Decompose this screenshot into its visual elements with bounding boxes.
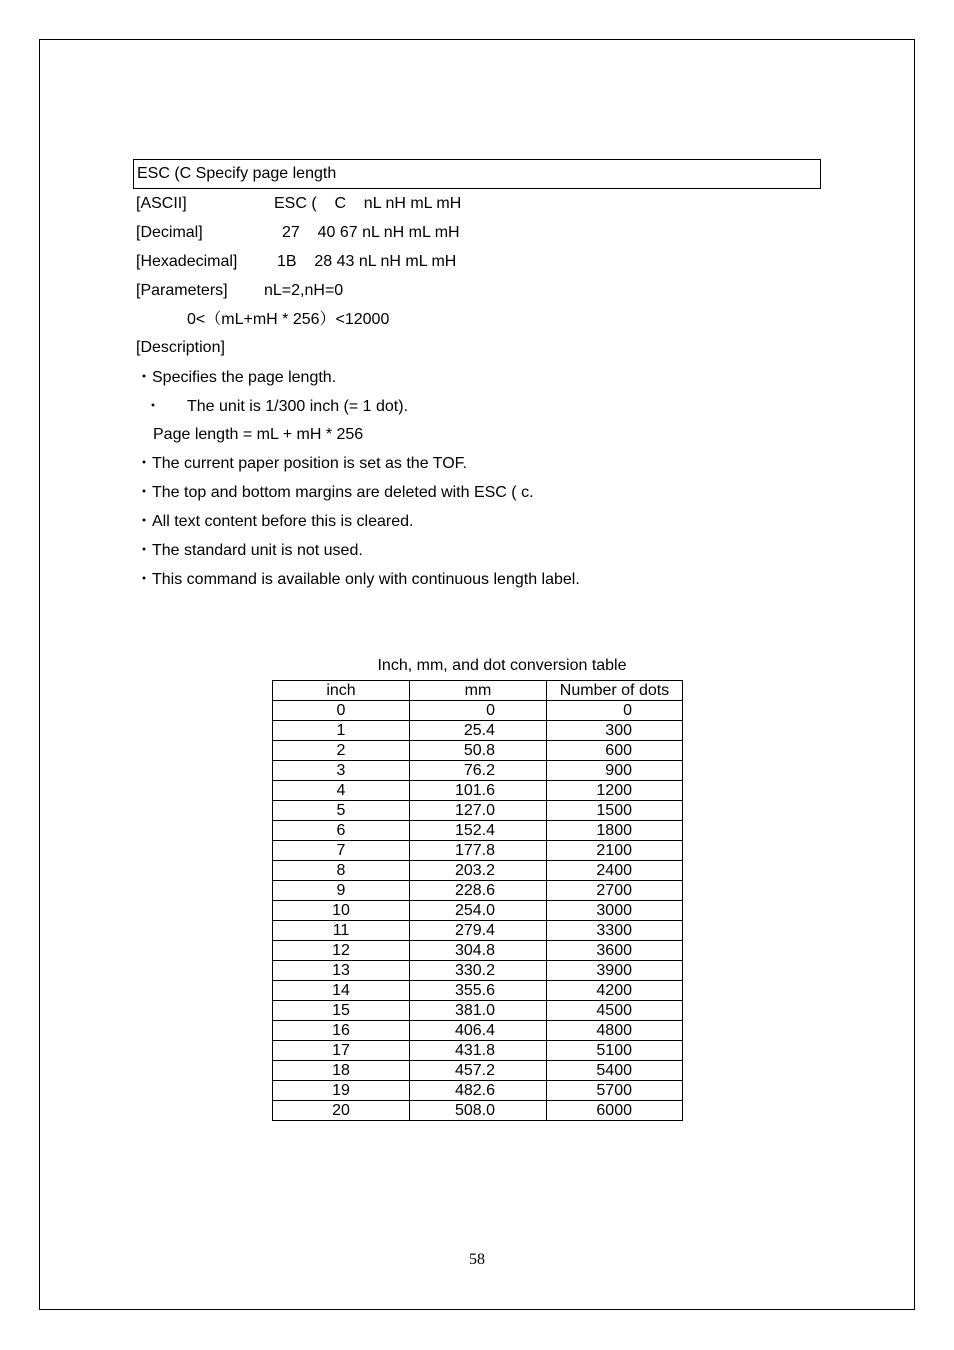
table-row [273,981,683,1001]
cell-inch: 0 [273,701,410,721]
table-row [273,841,683,861]
cell-dots: 600 [547,741,683,761]
table-row [273,1021,683,1041]
ascii-label: [ASCII] [136,195,187,212]
table-row [273,1061,683,1081]
cell-dots: 5700 [547,1081,683,1101]
cell-dots: 3600 [547,941,683,961]
cell-mm: 25.4 [410,721,547,741]
cell-dots: 0 [547,701,683,721]
table-row [273,781,683,801]
hex-value: 1B 28 43 nL nH mL mH [277,253,457,270]
cell-inch: 11 [273,921,410,941]
header-inch: inch [273,681,410,701]
cell-dots: 5100 [547,1041,683,1061]
table-row [273,941,683,961]
header-mm: mm [410,681,547,701]
cell-inch: 2 [273,741,410,761]
cell-mm: 279.4 [410,921,547,941]
table-row [273,761,683,781]
cell-mm: 177.8 [410,841,547,861]
table-row [273,901,683,921]
cell-inch: 6 [273,821,410,841]
table-row [273,1101,683,1121]
cell-dots: 1500 [547,801,683,821]
page-number: 58 [469,1251,485,1268]
cell-inch: 3 [273,761,410,781]
cell-inch: 18 [273,1061,410,1081]
ascii-value: ESC ( C nL nH mL mH [274,195,462,212]
cell-mm: 101.6 [410,781,547,801]
cell-mm: 0 [410,701,547,721]
conversion-table [272,680,683,1121]
table-row [273,801,683,821]
cell-inch: 12 [273,941,410,961]
cell-inch: 13 [273,961,410,981]
cell-mm: 127.0 [410,801,547,821]
table-row [273,821,683,841]
cell-mm: 330.2 [410,961,547,981]
cell-mm: 304.8 [410,941,547,961]
cell-inch: 1 [273,721,410,741]
description-bullet: ・ [145,398,162,415]
decimal-label: [Decimal] [136,224,203,241]
cell-dots: 4800 [547,1021,683,1041]
cell-mm: 406.4 [410,1021,547,1041]
cell-dots: 2400 [547,861,683,881]
decimal-value: 27 40 67 nL nH mL mH [282,224,460,241]
cell-mm: 203.2 [410,861,547,881]
cell-mm: 228.6 [410,881,547,901]
cell-mm: 431.8 [410,1041,547,1061]
table-row [273,1001,683,1021]
cell-dots: 4500 [547,1001,683,1021]
table-row [273,881,683,901]
description-line: Page length = mL + mH * 256 [153,426,364,443]
description-line: The unit is 1/300 inch (= 1 dot). [187,398,409,415]
cell-dots: 300 [547,721,683,741]
cell-dots: 3000 [547,901,683,921]
cell-inch: 14 [273,981,410,1001]
cell-mm: 457.2 [410,1061,547,1081]
cell-inch: 4 [273,781,410,801]
cell-dots: 3900 [547,961,683,981]
cell-dots: 2100 [547,841,683,861]
table-row [273,721,683,741]
table-row [273,701,683,721]
command-title: ESC (C Specify page length [133,159,821,189]
cell-inch: 19 [273,1081,410,1101]
description-line: ・The current paper position is set as the TOF. [136,455,468,472]
cell-inch: 9 [273,881,410,901]
cell-dots: 1200 [547,781,683,801]
description-line: ・The top and bottom margins are deleted with ESC ( c. [136,484,534,501]
table-row [273,1081,683,1101]
cell-mm: 482.6 [410,1081,547,1101]
cell-mm: 381.0 [410,1001,547,1021]
table-caption: Inch, mm, and dot conversion table [377,657,627,674]
cell-mm: 355.6 [410,981,547,1001]
cell-dots: 900 [547,761,683,781]
cell-dots: 6000 [547,1101,683,1121]
parameters-value: nL=2,nH=0 [264,282,344,299]
cell-dots: 5400 [547,1061,683,1081]
header-dots: Number of dots [547,681,683,701]
cell-dots: 4200 [547,981,683,1001]
cell-mm: 508.0 [410,1101,547,1121]
cell-inch: 10 [273,901,410,921]
table-row [273,861,683,881]
description-label: [Description] [136,339,225,356]
table-row [273,1041,683,1061]
cell-dots: 1800 [547,821,683,841]
table-row [273,921,683,941]
description-line: ・The standard unit is not used. [136,542,363,559]
cell-inch: 17 [273,1041,410,1061]
description-line: ・Specifies the page length. [136,369,337,386]
table-row [273,961,683,981]
cell-inch: 5 [273,801,410,821]
table-body [273,701,683,1121]
table-row [273,741,683,761]
cell-dots: 3300 [547,921,683,941]
table-header-row [273,681,683,701]
description-line: ・All text content before this is cleared. [136,513,414,530]
description-line: ・This command is available only with continuous length label. [136,571,580,588]
cell-mm: 152.4 [410,821,547,841]
cell-mm: 76.2 [410,761,547,781]
cell-inch: 15 [273,1001,410,1021]
cell-inch: 20 [273,1101,410,1121]
cell-mm: 50.8 [410,741,547,761]
cell-inch: 8 [273,861,410,881]
parameter-range: 0<（mL+mH * 256）<12000 [187,311,390,328]
cell-mm: 254.0 [410,901,547,921]
hex-label: [Hexadecimal] [136,253,238,270]
parameters-label: [Parameters] [136,282,228,299]
cell-inch: 16 [273,1021,410,1041]
cell-dots: 2700 [547,881,683,901]
cell-inch: 7 [273,841,410,861]
